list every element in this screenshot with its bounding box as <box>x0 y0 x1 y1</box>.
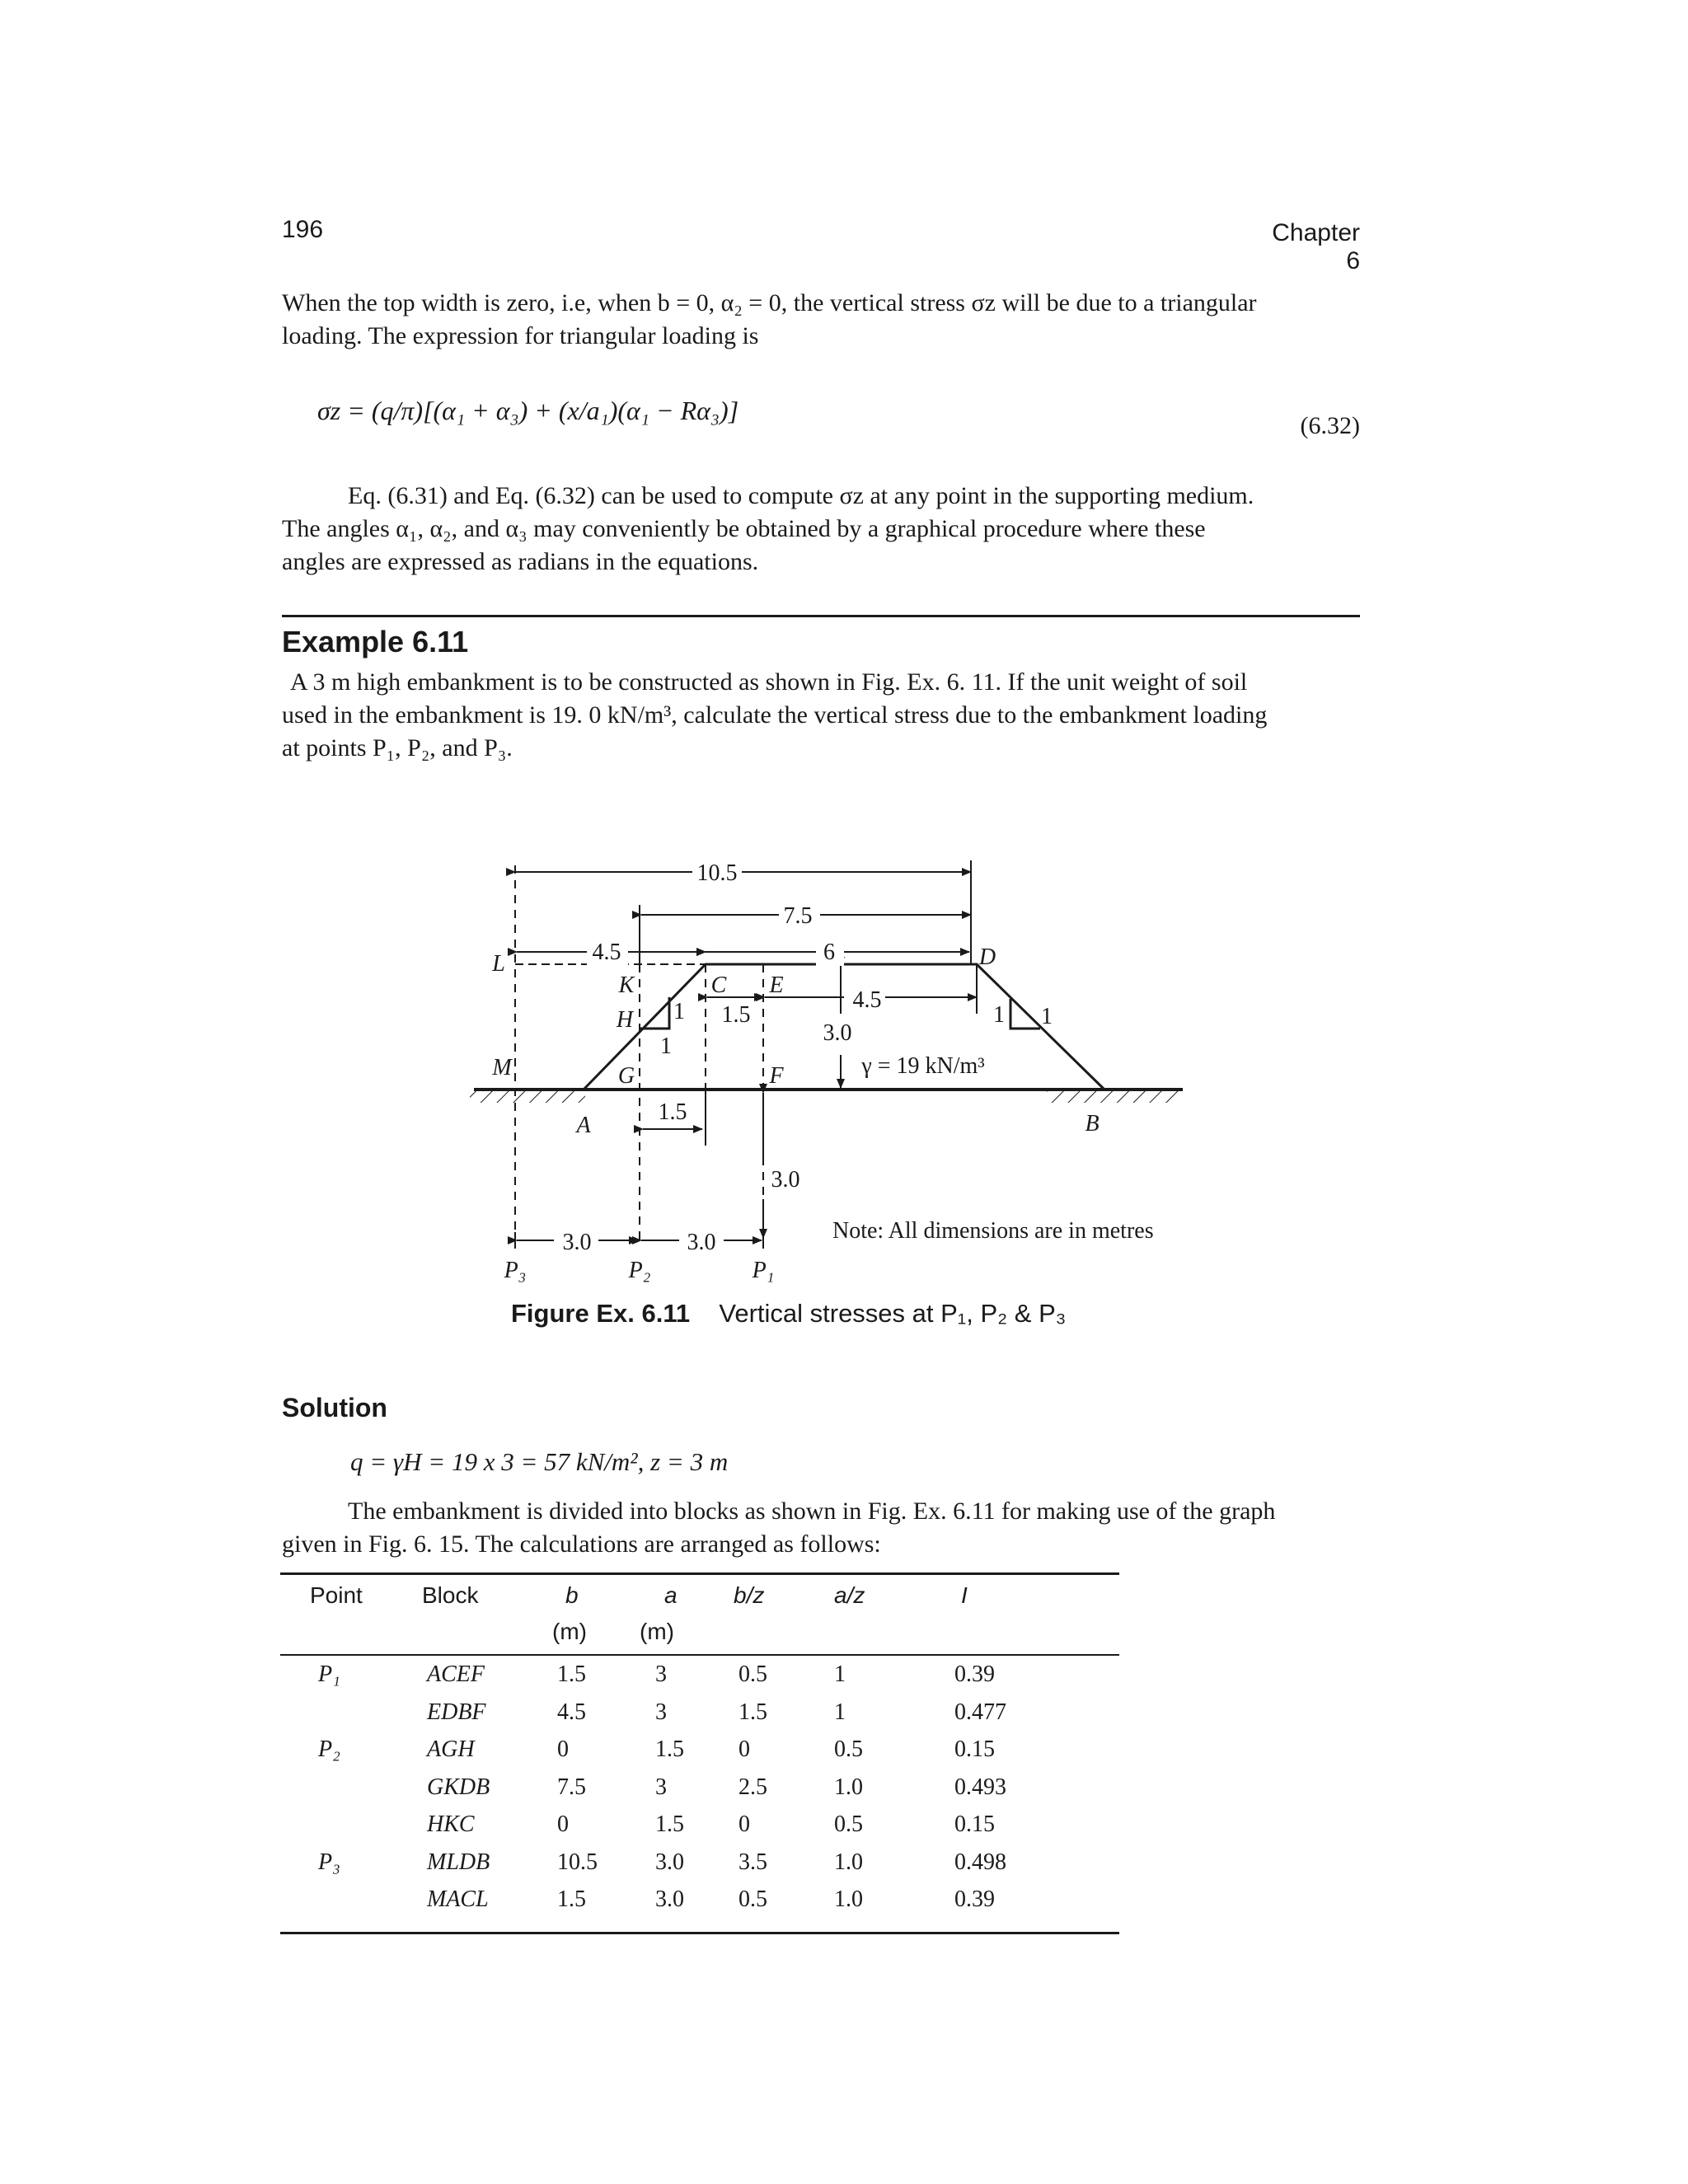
dim-4-5-mid: 4.5 <box>852 987 882 1013</box>
cell-b: 10.5 <box>557 1849 598 1875</box>
th-a: a <box>664 1582 678 1608</box>
dim-1-5-top: 1.5 <box>721 1002 751 1028</box>
dim-6: 6 <box>823 940 835 965</box>
table-row <box>280 1736 1119 1774</box>
intro-line-2: loading. The expression for triangular loading is <box>282 322 759 349</box>
cell-az: 1.0 <box>834 1849 863 1875</box>
cell-block: MLDB <box>427 1849 490 1875</box>
cell-bz: 1.5 <box>738 1699 767 1725</box>
cell-b: 7.5 <box>557 1774 586 1800</box>
cell-block: GKDB <box>427 1774 490 1800</box>
cell-I: 0.15 <box>954 1736 995 1762</box>
cell-point: P₂ <box>318 1736 340 1762</box>
th-b-unit: (m) <box>552 1619 587 1644</box>
cell-b: 4.5 <box>557 1699 586 1725</box>
dim-1-5-bottom: 1.5 <box>658 1099 687 1125</box>
cell-block: MACL <box>427 1886 489 1912</box>
th-a-unit: (m) <box>640 1619 674 1644</box>
example-title: Example 6.11 <box>282 625 469 658</box>
para2-line-1: Eq. (6.31) and Eq. (6.32) can be used to compute σz at any point in the supporting medium. <box>348 482 1254 509</box>
table-bottom-rule <box>280 1932 1119 1934</box>
example-line-1: A 3 m high embankment is to be constructed as shown in Fig. Ex. 6. 11. If the unit weight of soil <box>290 668 1248 696</box>
cell-b: 0 <box>557 1811 569 1837</box>
figure-caption-text: Vertical stresses at P₁, P₂ & P₃ <box>719 1299 1067 1328</box>
th-I: I <box>961 1582 968 1608</box>
th-bz: b/z <box>734 1582 765 1608</box>
dim-10-5: 10.5 <box>696 860 738 886</box>
cell-a: 1.5 <box>655 1736 684 1762</box>
solution-line-2: given in Fig. 6. 15. The calculations are arranged as follows: <box>282 1530 881 1558</box>
table-row <box>280 1661 1119 1699</box>
cell-az: 1.0 <box>834 1774 863 1800</box>
label-M: M <box>492 1055 512 1080</box>
cell-a: 3 <box>655 1774 667 1800</box>
slope-one-a: 1 <box>673 999 685 1024</box>
cell-az: 1.0 <box>834 1886 863 1912</box>
table-row <box>280 1886 1119 1924</box>
unit-weight-label: γ = 19 kN/m³ <box>861 1053 985 1079</box>
label-G: G <box>617 1063 635 1089</box>
cell-I: 0.15 <box>954 1811 995 1837</box>
table-row <box>280 1849 1119 1886</box>
equation-6-32: σz = (q/π)[(α₁ + α₃) + (x/a₁)(α₁ − Rα₃)] <box>317 396 739 425</box>
dim-4-5-top: 4.5 <box>592 940 621 965</box>
cell-az: 1 <box>834 1661 846 1687</box>
dim-3-0-right: 3.0 <box>687 1230 716 1255</box>
cell-point: P₁ <box>318 1661 340 1687</box>
para2-line-3: angles are expressed as radians in the equations. <box>282 548 759 575</box>
solution-q-line: q = γH = 19 x 3 = 57 kN/m², z = 3 m <box>350 1447 729 1476</box>
cell-block: HKC <box>427 1811 475 1837</box>
cell-point: P₃ <box>318 1849 340 1875</box>
dim-3-0-left: 3.0 <box>562 1230 592 1255</box>
table-top-rule <box>280 1572 1119 1575</box>
cell-bz: 0 <box>738 1811 750 1837</box>
cell-I: 0.498 <box>954 1849 1006 1875</box>
label-P2: P₂ <box>628 1258 651 1283</box>
example-line-3: at points P₁, P₂, and P₃. <box>282 734 513 762</box>
label-P1: P₁ <box>752 1258 775 1283</box>
label-B: B <box>1085 1111 1100 1137</box>
solution-title: Solution <box>282 1393 387 1422</box>
cell-a: 3.0 <box>655 1849 684 1875</box>
figure-caption-label: Figure Ex. 6.11 <box>511 1299 691 1328</box>
cell-block: ACEF <box>427 1661 485 1687</box>
label-P3: P₃ <box>504 1258 527 1283</box>
cell-az: 1 <box>834 1699 846 1725</box>
example-line-2: used in the embankment is 19. 0 kN/m³, calculate the vertical stress due to the embankment loading <box>282 701 1268 729</box>
dim-7-5: 7.5 <box>783 903 813 929</box>
label-K: K <box>618 972 635 998</box>
equation-number: (6.32) <box>1300 412 1360 439</box>
label-L: L <box>492 951 505 977</box>
chapter-label: Chapter 6 <box>1272 219 1360 274</box>
slope-triangle-left <box>640 997 669 1029</box>
cell-bz: 3.5 <box>738 1849 767 1875</box>
cell-b: 1.5 <box>557 1661 586 1687</box>
solution-line-1: The embankment is divided into blocks as shown in Fig. Ex. 6.11 for making use of the graph <box>348 1497 1276 1525</box>
cell-a: 3 <box>655 1661 667 1687</box>
cell-a: 3.0 <box>655 1886 684 1912</box>
cell-I: 0.477 <box>954 1699 1006 1725</box>
cell-bz: 2.5 <box>738 1774 767 1800</box>
cell-a: 1.5 <box>655 1811 684 1837</box>
th-block: Block <box>422 1582 479 1608</box>
slope-one-d: 1 <box>1041 1004 1053 1029</box>
dim-3-0-depth: 3.0 <box>771 1167 800 1193</box>
table-row <box>280 1774 1119 1811</box>
cell-I: 0.39 <box>954 1661 995 1687</box>
table-header-rule <box>280 1654 1119 1656</box>
cell-bz: 0.5 <box>738 1886 767 1912</box>
slope-one-b: 1 <box>660 1033 672 1059</box>
cell-bz: 0 <box>738 1736 750 1762</box>
intro-line-1: When the top width is zero, i.e, when b = 0, α₂ = 0, the vertical stress σz will be due to a triangular <box>282 289 1257 316</box>
cell-a: 3 <box>655 1699 667 1725</box>
slope-one-c: 1 <box>993 1002 1005 1028</box>
cell-b: 0 <box>557 1736 569 1762</box>
table-row <box>280 1699 1119 1736</box>
para2-line-2: The angles α₁, α₂, and α₃ may conveniently be obtained by a graphical procedure where these <box>282 515 1206 542</box>
ground-hatch-left <box>470 1091 585 1103</box>
ground-hatch-right <box>1047 1091 1179 1103</box>
th-b: b <box>565 1582 579 1608</box>
label-C: C <box>710 972 727 998</box>
dim-3-0-height: 3.0 <box>823 1020 852 1046</box>
label-E: E <box>769 972 784 998</box>
label-F: F <box>769 1063 784 1089</box>
figure-caption <box>511 1299 1066 1329</box>
figure-note: Note: All dimensions are in metres <box>832 1218 1154 1244</box>
cell-I: 0.39 <box>954 1886 995 1912</box>
cell-I: 0.493 <box>954 1774 1006 1800</box>
page-number: 196 <box>282 216 324 243</box>
label-H: H <box>616 1007 634 1033</box>
th-point: Point <box>310 1582 363 1608</box>
label-D: D <box>978 944 996 970</box>
label-A: A <box>576 1113 591 1138</box>
th-az: a/z <box>834 1582 865 1608</box>
cell-b: 1.5 <box>557 1886 586 1912</box>
cell-block: EDBF <box>427 1699 486 1725</box>
cell-az: 0.5 <box>834 1811 863 1837</box>
cell-az: 0.5 <box>834 1736 863 1762</box>
cell-block: AGH <box>427 1736 475 1762</box>
cell-bz: 0.5 <box>738 1661 767 1687</box>
table-row <box>280 1811 1119 1849</box>
